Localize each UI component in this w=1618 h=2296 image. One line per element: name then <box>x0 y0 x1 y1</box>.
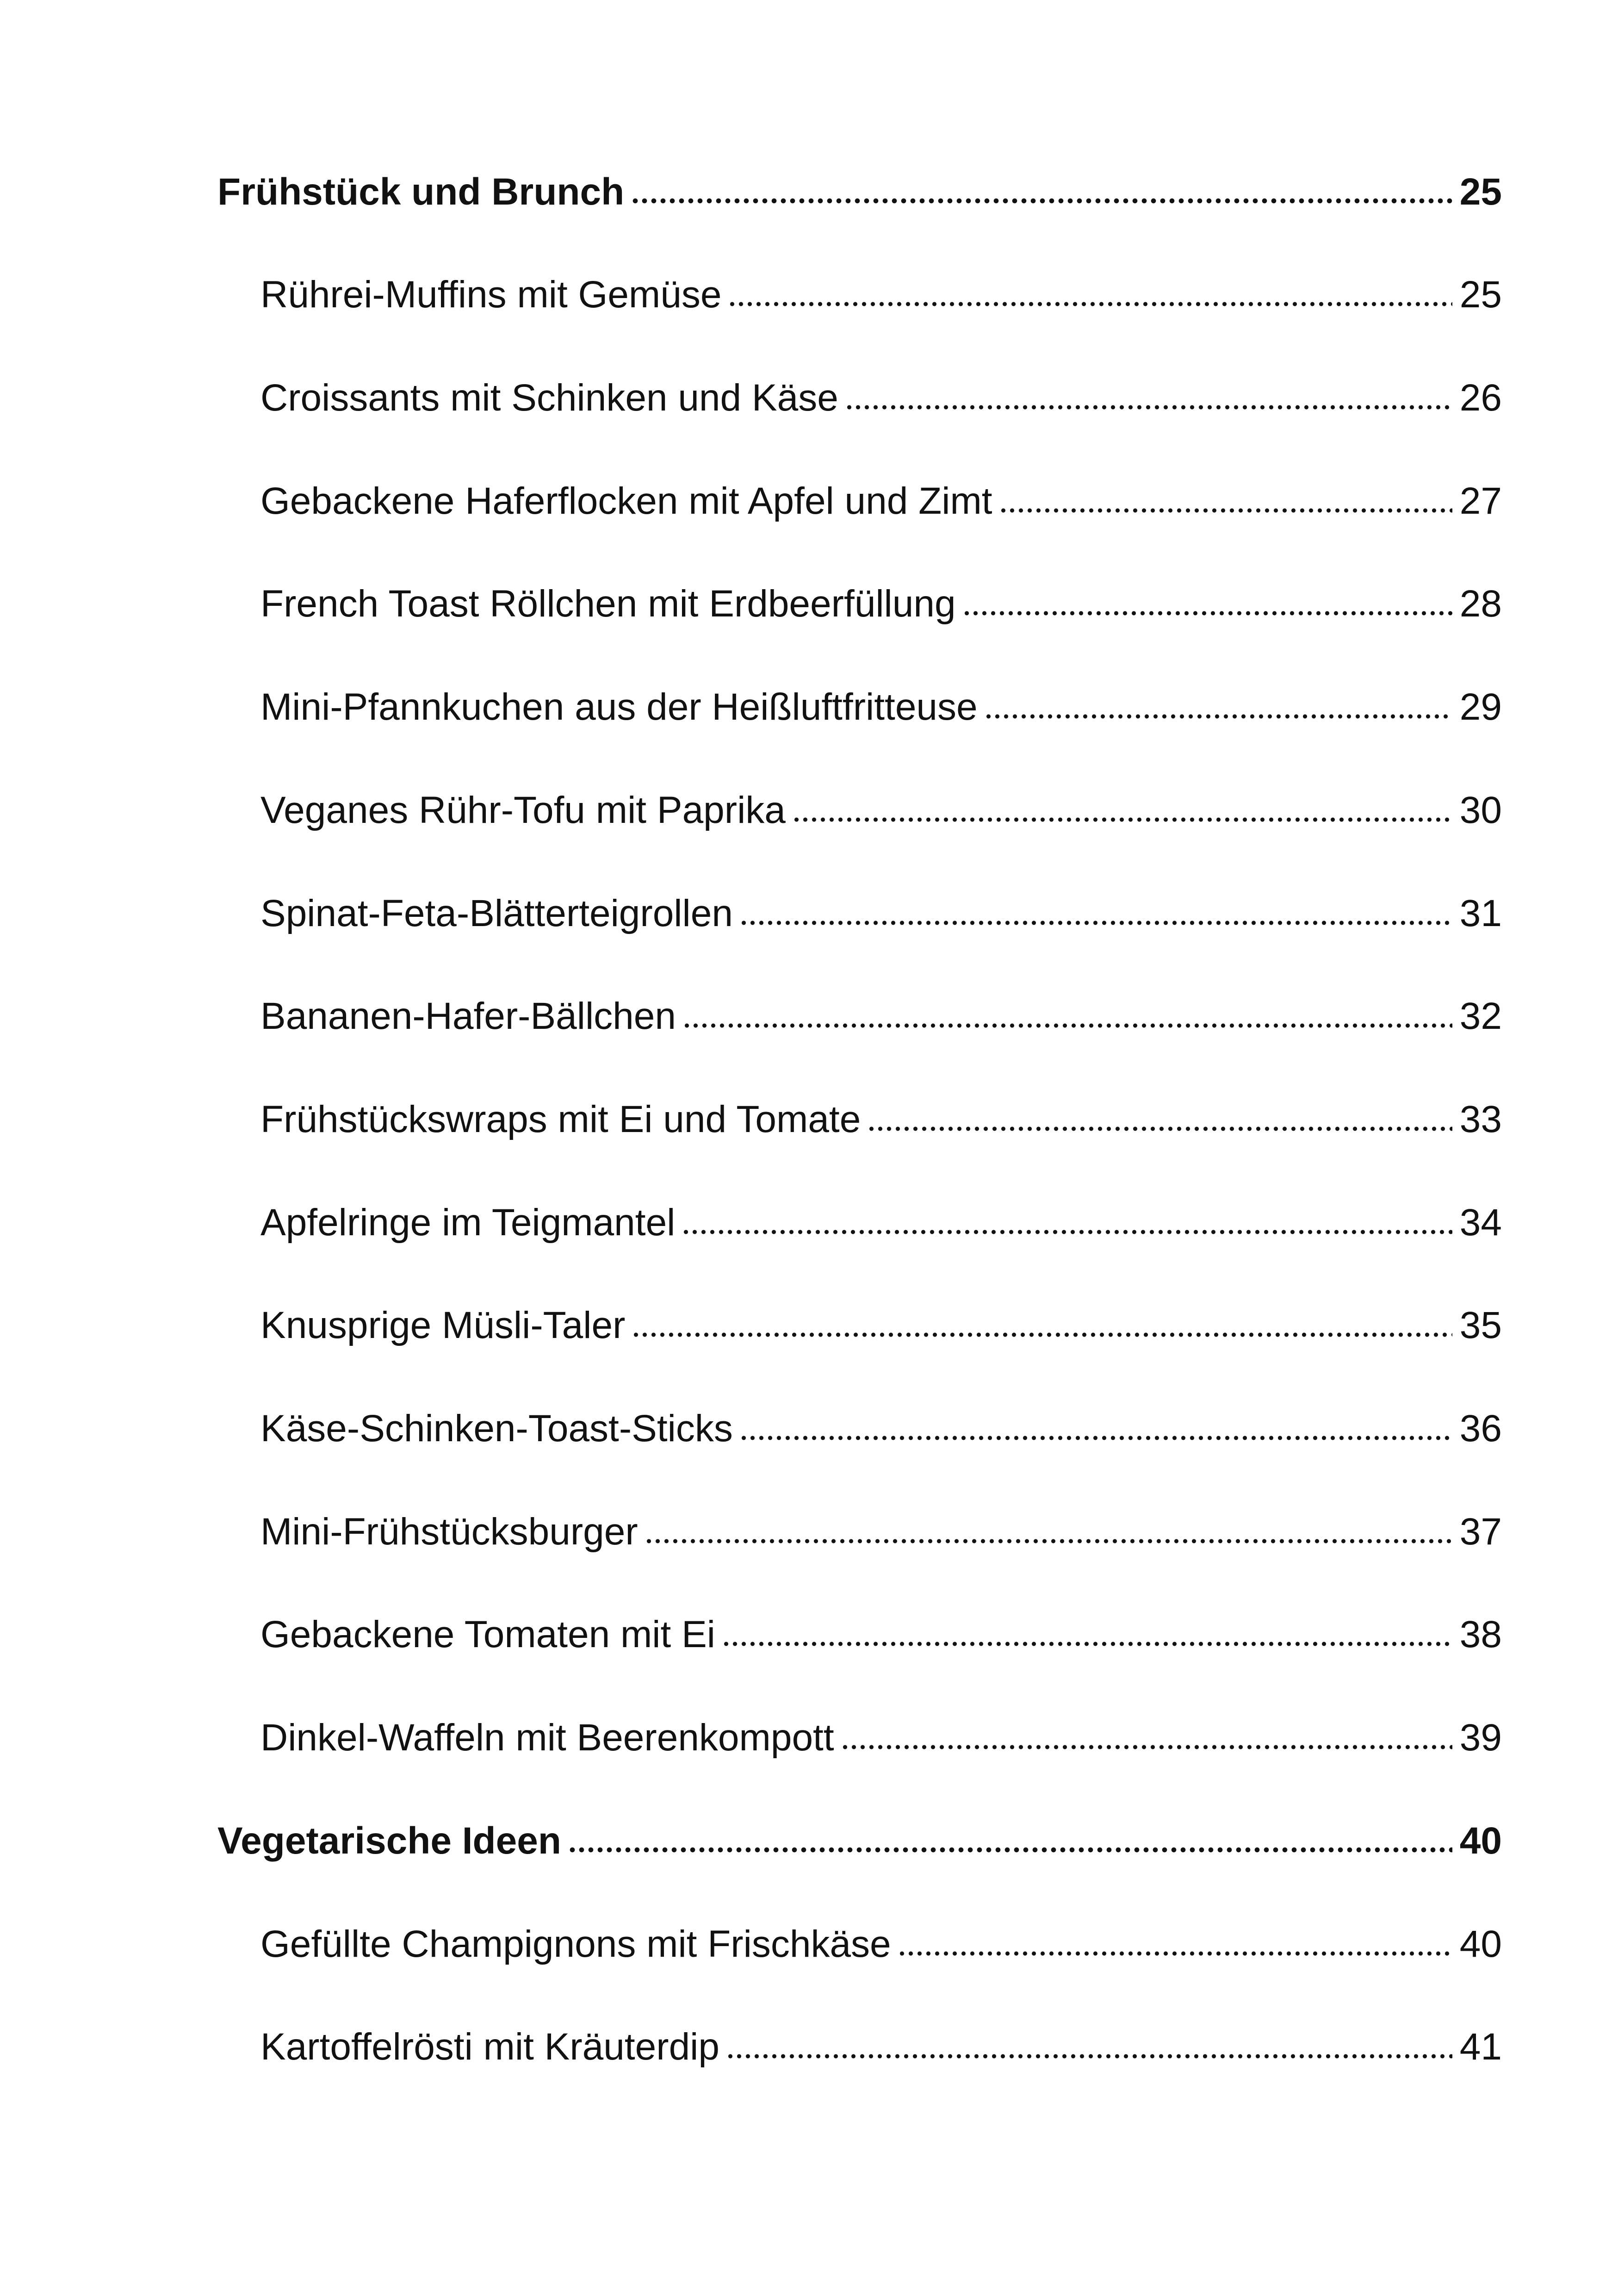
chapter-title: Vegetarische Ideen <box>217 1820 561 1862</box>
page-number: 25 <box>1459 171 1502 213</box>
toc-recipe-entry[interactable] <box>260 473 1502 529</box>
chapter-title: Frühstück und Brunch <box>217 171 625 213</box>
dot-leader <box>632 1300 1452 1338</box>
recipe-title: Käse-Schinken-Toast-Sticks <box>260 1407 733 1450</box>
recipe-title: Frühstückswraps mit Ei und Tomate <box>260 1098 861 1140</box>
page-number: 35 <box>1459 1304 1502 1346</box>
dot-leader <box>722 1609 1452 1647</box>
toc-recipe-entry[interactable] <box>260 989 1502 1044</box>
page-number: 33 <box>1459 1098 1502 1140</box>
dot-leader <box>898 1919 1452 1957</box>
recipe-title: Gebackene Tomaten mit Ei <box>260 1613 715 1655</box>
dot-leader <box>984 682 1452 720</box>
toc-recipe-entry[interactable] <box>260 1916 1502 1972</box>
toc-recipe-entry[interactable] <box>260 267 1502 323</box>
toc-recipe-entry[interactable] <box>260 886 1502 941</box>
dot-leader <box>682 991 1452 1029</box>
toc-recipe-entry[interactable] <box>260 679 1502 735</box>
page-number: 34 <box>1459 1201 1502 1244</box>
dot-leader <box>867 1094 1452 1132</box>
dot-leader <box>792 785 1452 823</box>
recipe-title: Veganes Rühr-Tofu mit Paprika <box>260 789 786 831</box>
dot-leader <box>631 167 1452 205</box>
toc-recipe-entry[interactable] <box>260 783 1502 838</box>
toc-recipe-entry[interactable] <box>260 576 1502 632</box>
recipe-title: Bananen-Hafer-Bällchen <box>260 995 676 1037</box>
recipe-title: Rührei-Muffins mit Gemüse <box>260 274 722 316</box>
page-number: 28 <box>1459 583 1502 625</box>
page-number: 29 <box>1459 686 1502 728</box>
page-number: 41 <box>1459 2026 1502 2068</box>
page-number: 30 <box>1459 789 1502 831</box>
toc-recipe-entry[interactable] <box>260 1401 1502 1456</box>
dot-leader <box>568 1816 1452 1854</box>
recipe-title: Dinkel-Waffeln mit Beerenkompott <box>260 1717 834 1759</box>
dot-leader <box>739 1403 1452 1441</box>
recipe-title: Knusprige Müsli-Taler <box>260 1304 626 1346</box>
toc-recipe-entry[interactable] <box>260 370 1502 426</box>
toc-chapter-entry[interactable] <box>217 1813 1502 1869</box>
toc-recipe-entry[interactable] <box>260 1607 1502 1662</box>
toc-recipe-entry[interactable] <box>260 2019 1502 2075</box>
page-number: 36 <box>1459 1407 1502 1450</box>
dot-leader <box>739 888 1452 926</box>
dot-leader <box>645 1506 1452 1544</box>
page-number: 38 <box>1459 1613 1502 1655</box>
toc-recipe-entry[interactable] <box>260 1710 1502 1766</box>
toc-chapter-entry[interactable] <box>217 164 1502 220</box>
recipe-title: French Toast Röllchen mit Erdbeerfüllung <box>260 583 956 625</box>
dot-leader <box>962 579 1452 616</box>
page-number: 40 <box>1459 1923 1502 1965</box>
dot-leader <box>845 373 1452 411</box>
toc-recipe-entry[interactable] <box>260 1504 1502 1560</box>
toc-recipe-entry[interactable] <box>260 1195 1502 1251</box>
recipe-title: Gebackene Haferflocken mit Apfel und Zimt <box>260 480 992 522</box>
toc-recipe-entry[interactable] <box>260 1092 1502 1147</box>
recipe-title: Gefüllte Champignons mit Frischkäse <box>260 1923 891 1965</box>
dot-leader <box>682 1197 1452 1235</box>
page-number: 27 <box>1459 480 1502 522</box>
recipe-title: Mini-Pfannkuchen aus der Heißluftfritteuse <box>260 686 978 728</box>
page-number: 39 <box>1459 1717 1502 1759</box>
page-number: 32 <box>1459 995 1502 1037</box>
recipe-title: Croissants mit Schinken und Käse <box>260 377 838 419</box>
dot-leader <box>999 476 1452 514</box>
recipe-title: Spinat-Feta-Blätterteigrollen <box>260 892 733 934</box>
dot-leader <box>726 2022 1452 2060</box>
recipe-title: Kartoffelrösti mit Kräuterdip <box>260 2026 720 2068</box>
dot-leader <box>841 1712 1452 1750</box>
page-number: 37 <box>1459 1511 1502 1553</box>
page-number: 26 <box>1459 377 1502 419</box>
page-number: 25 <box>1459 274 1502 316</box>
recipe-title: Apfelringe im Teigmantel <box>260 1201 676 1244</box>
recipe-title: Mini-Frühstücksburger <box>260 1511 638 1553</box>
page-number: 31 <box>1459 892 1502 934</box>
dot-leader <box>728 269 1452 307</box>
toc-recipe-entry[interactable] <box>260 1298 1502 1353</box>
page-number: 40 <box>1459 1820 1502 1862</box>
